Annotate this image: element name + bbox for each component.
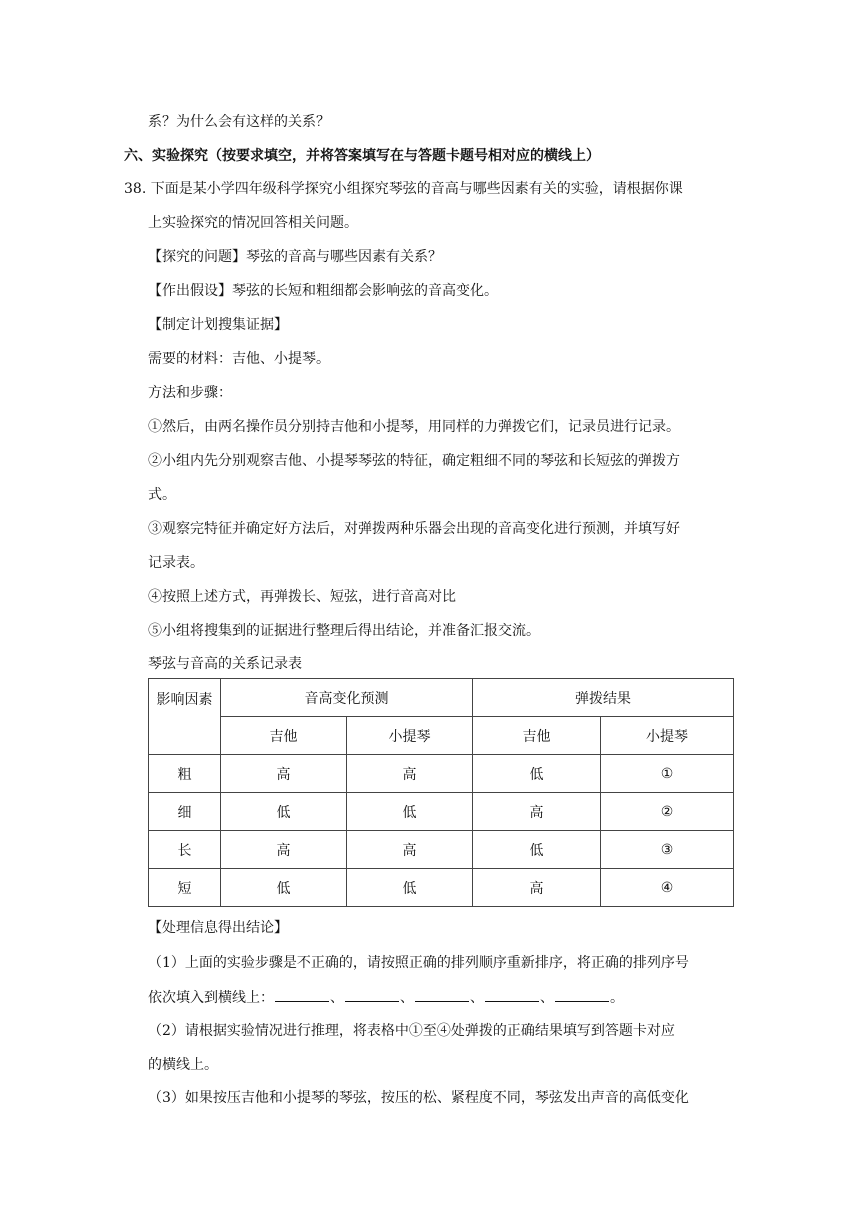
predict-guitar-cell: 高 [221, 755, 347, 793]
result-violin-cell: ② [601, 793, 734, 831]
question-1-line2 [148, 987, 624, 1008]
table-row [149, 793, 734, 831]
factor-cell: 粗 [149, 755, 221, 793]
materials: 需要的材料：吉他、小提琴。 [148, 351, 330, 367]
step-5: ⑤小组将搜集到的证据进行整理后得出结论，并准备汇报交流。 [148, 623, 540, 639]
text-line: 系？为什么会有这样的关系？ [148, 114, 330, 130]
factor-cell: 细 [149, 793, 221, 831]
result-guitar-cell: 高 [473, 869, 601, 907]
result-violin-cell: ① [601, 755, 734, 793]
header-factor: 影响因素 [149, 679, 221, 755]
predict-violin-cell: 高 [347, 831, 473, 869]
result-guitar-cell: 高 [473, 793, 601, 831]
subheader-guitar: 吉他 [221, 717, 347, 755]
predict-violin-cell: 低 [347, 793, 473, 831]
answer-blank[interactable] [485, 987, 539, 1002]
result-violin-cell: ④ [601, 869, 734, 907]
question-38-line2: 上实验探究的情况回答相关问题。 [148, 215, 358, 231]
factor-cell: 长 [149, 831, 221, 869]
result-guitar-cell: 低 [473, 831, 601, 869]
period: 。 [610, 990, 624, 1006]
step-3-line2: 记录表。 [148, 555, 204, 571]
step-3-line1: ③观察完特征并确定好方法后，对弹拨两种乐器会出现的音高变化进行预测，并填写好 [148, 521, 680, 537]
subheader-guitar: 吉他 [473, 717, 601, 755]
table-title: 琴弦与音高的关系记录表 [148, 656, 302, 672]
predict-guitar-cell: 低 [221, 793, 347, 831]
separator: 、 [330, 990, 344, 1006]
plan-heading: 【制定计划搜集证据】 [148, 317, 288, 333]
predict-guitar-cell: 高 [221, 831, 347, 869]
step-2-line2: 式。 [148, 487, 176, 503]
header-result: 弹拨结果 [473, 679, 734, 717]
step-2-line1: ②小组内先分别观察吉他、小提琴琴弦的特征，确定粗细不同的琴弦和长短弦的弹拨方 [148, 453, 680, 469]
question-2-line2: 的横线上。 [148, 1057, 218, 1073]
predict-violin-cell: 高 [347, 755, 473, 793]
table-row [149, 831, 734, 869]
header-predict: 音高变化预测 [221, 679, 473, 717]
question-1-line1: （1）上面的实验步骤是不正确的，请按照正确的排列顺序重新排序，将正确的排列序号 [148, 955, 689, 971]
subheader-violin: 小提琴 [347, 717, 473, 755]
section-heading: 六、实验探究（按要求填空，并将答案填写在与答题卡题号相对应的横线上） [124, 148, 600, 164]
question-3-line1: （3）如果按压吉他和小提琴的琴弦，按压的松、紧程度不同，琴弦发出声音的高低变化 [148, 1090, 689, 1106]
result-violin-cell: ③ [601, 831, 734, 869]
separator: 、 [470, 990, 484, 1006]
question-38-line1: 38. 下面是某小学四年级科学探究小组探究琴弦的音高与哪些因素有关的实验，请根据你课 [124, 181, 683, 197]
answer-blank[interactable] [275, 987, 329, 1002]
conclusion-heading: 【处理信息得出结论】 [148, 920, 288, 936]
separator: 、 [540, 990, 554, 1006]
answer-blank[interactable] [555, 987, 609, 1002]
subheader-violin: 小提琴 [601, 717, 734, 755]
predict-guitar-cell: 低 [221, 869, 347, 907]
table-row [149, 869, 734, 907]
predict-violin-cell: 低 [347, 869, 473, 907]
result-guitar-cell: 低 [473, 755, 601, 793]
research-question: 【探究的问题】琴弦的音高与哪些因素有关系？ [148, 249, 442, 265]
hypothesis: 【作出假设】琴弦的长短和粗细都会影响弦的音高变化。 [148, 283, 498, 299]
step-1: ①然后，由两名操作员分别持吉他和小提琴，用同样的力弹拨它们，记录员进行记录。 [148, 419, 680, 435]
question-2-line1: （2）请根据实验情况进行推理，将表格中①至④处弹拨的正确结果填写到答题卡对应 [148, 1023, 675, 1039]
method-heading: 方法和步骤： [148, 385, 232, 401]
answer-blank[interactable] [345, 987, 399, 1002]
table-row [149, 755, 734, 793]
answer-prompt: 依次填入到横线上： [148, 990, 274, 1006]
factor-cell: 短 [149, 869, 221, 907]
step-4: ④按照上述方式，再弹拨长、短弦，进行音高对比 [148, 589, 456, 605]
separator: 、 [400, 990, 414, 1006]
record-table [148, 678, 734, 907]
answer-blank[interactable] [415, 987, 469, 1002]
